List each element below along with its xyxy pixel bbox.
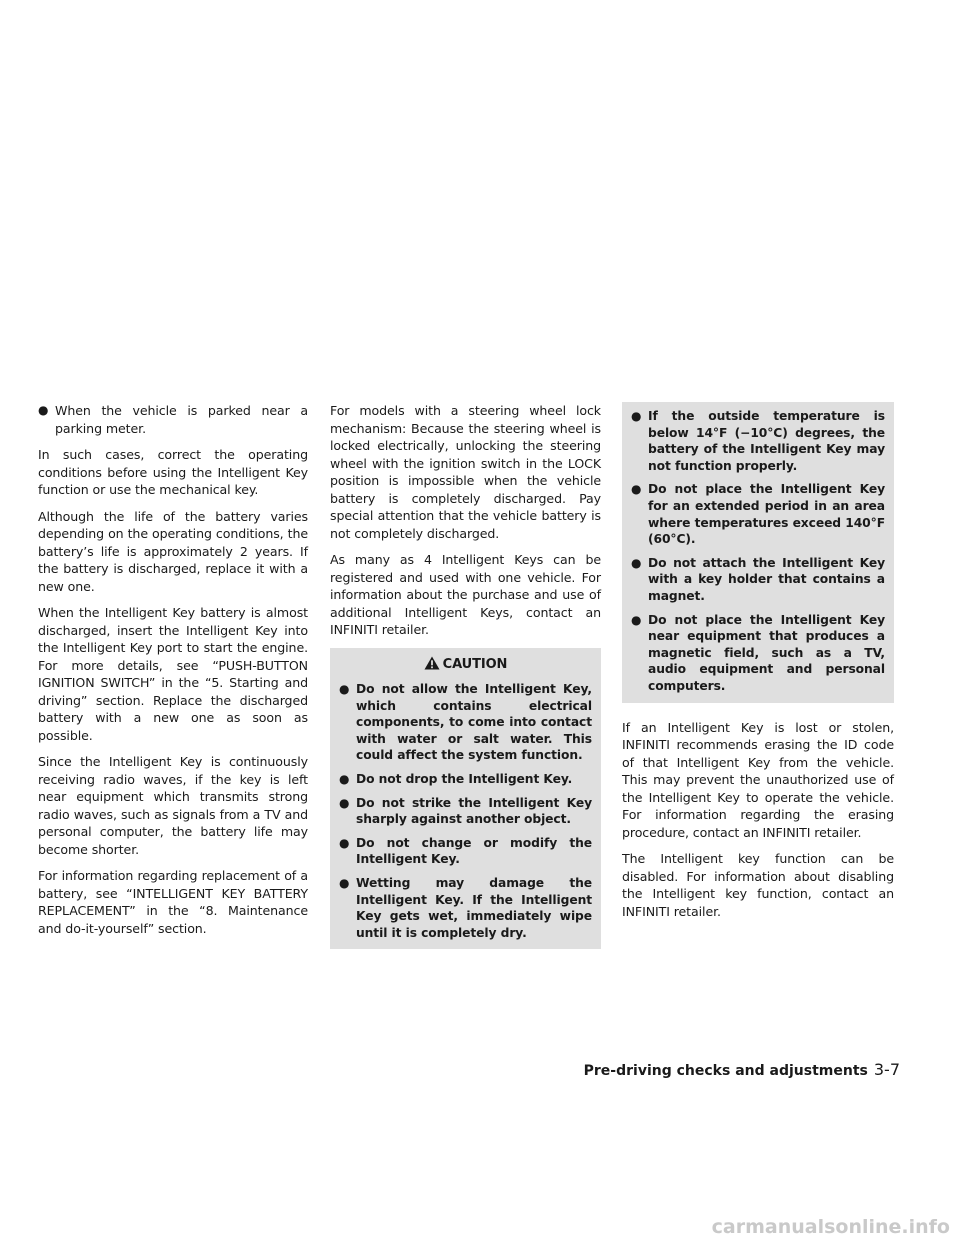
caution-item <box>339 681 592 764</box>
page-footer <box>560 1060 900 1079</box>
caution-item <box>631 481 885 547</box>
page-number: 3-7 <box>873 1060 900 1079</box>
caution-box-continued <box>622 402 894 703</box>
column-left <box>38 402 308 946</box>
caution-text: Do not place the Intelligent Key near equipment that produces a magnetic field, such as a TV, audio equipment and personal computers. <box>648 612 885 693</box>
paragraph: In such cases, correct the operating conditions before using the Intelligent Key function or use the mechanical key. <box>38 447 308 497</box>
bullet-icon: ● <box>339 771 350 786</box>
watermark: carmanualsonline.info <box>711 1216 950 1238</box>
section-title: Pre-driving checks and adjustments <box>583 1063 868 1079</box>
paragraph: When the Intelligent Key battery is almost discharged, insert the Intelligent Key into the Intelligent Key port to start the engine. For more details, see “PUSH-BUTTON IGNITION SWITCH” in the “5. Starting and driving” section. Replace the discharged battery with a new one as soon as possible. <box>38 605 308 743</box>
list-item <box>38 402 308 437</box>
bullet-icon: ● <box>339 795 350 810</box>
column-right <box>622 402 894 929</box>
caution-item <box>339 875 592 941</box>
warning-triangle-icon <box>424 656 440 670</box>
bullet-icon: ● <box>339 682 350 696</box>
caution-text: Do not attach the Intelligent Key with a key holder that contains a magnet. <box>648 555 885 603</box>
caution-text: Do not change or modify the Intelligent Key. <box>356 835 592 867</box>
bullet-icon: ● <box>631 409 642 423</box>
bullet-icon: ● <box>38 403 49 417</box>
paragraph: If an Intelligent Key is lost or stolen, INFINITI recommends erasing the ID code of that Intelligent Key from the vehicle. This may prevent the unauthorized use of the Intelligent Key to operate the vehicle. For information regarding the erasing procedure, contact an INFINITI retailer. <box>622 719 894 840</box>
column-middle <box>330 402 601 949</box>
caution-item <box>631 408 885 474</box>
paragraph: The Intelligent key function can be disabled. For information about disabling the Intelligent key function, contact an INFINITI retailer. <box>622 851 894 919</box>
bullet-icon: ● <box>339 875 350 890</box>
bullet-text: When the vehicle is parked near a parking meter. <box>55 403 308 436</box>
caution-text: Do not drop the Intelligent Key. <box>356 771 573 786</box>
caution-box <box>330 648 601 950</box>
caution-title: CAUTION <box>442 656 508 672</box>
bullet-icon: ● <box>631 555 642 570</box>
caution-item <box>339 835 592 868</box>
caution-text: If the outside temperature is below 14°F (−10°C) degrees, the battery of the Intelligent Key may not function properly. <box>648 409 885 473</box>
caution-item <box>631 555 885 605</box>
bullet-icon: ● <box>339 835 350 850</box>
paragraph: Although the life of the battery varies depending on the operating conditions, the battery’s life is approximately 2 years. If the battery is discharged, replace it with a new one. <box>38 508 308 594</box>
paragraph: For information regarding replacement of a battery, see “INTELLIGENT KEY BATTERY REPLACEMENT” in the “8. Maintenance and do-it-yourself” section. <box>38 868 308 936</box>
caution-item <box>339 795 592 828</box>
paragraph: Since the Intelligent Key is continuously receiving radio waves, if the key is left near equipment which transmits strong radio waves, such as signals from a TV and personal computer, the battery life may become shorter. <box>38 754 308 857</box>
caution-text: Do not place the Intelligent Key for an extended period in an area where temperatures exceed 140°F (60°C). <box>648 482 885 547</box>
bullet-icon: ● <box>631 612 642 627</box>
caution-heading <box>339 654 592 682</box>
caution-item <box>339 771 592 788</box>
caution-text: Do not strike the Intelligent Key sharply against another object. <box>356 795 592 827</box>
paragraph: As many as 4 Intelligent Keys can be registered and used with one vehicle. For information about the purchase and use of additional Intelligent Keys, contact an INFINITI retailer. <box>330 552 601 637</box>
bullet-icon: ● <box>631 482 642 497</box>
caution-item <box>631 612 885 695</box>
caution-text: Wetting may damage the Intelligent Key. If the Intelligent Key gets wet, immediately wipe until it is completely dry. <box>356 875 592 940</box>
caution-text: Do not allow the Intelligent Key, which contains electrical components, to come into contact with water or salt water. This could affect the system function. <box>356 682 592 763</box>
paragraph: For models with a steering wheel lock mechanism: Because the steering wheel is locked electrically, unlocking the steering wheel with the ignition switch in the LOCK position is impossible when the vehicle battery is completely discharged. Pay special attention that the vehicle battery is not completely discharged. <box>330 403 601 541</box>
